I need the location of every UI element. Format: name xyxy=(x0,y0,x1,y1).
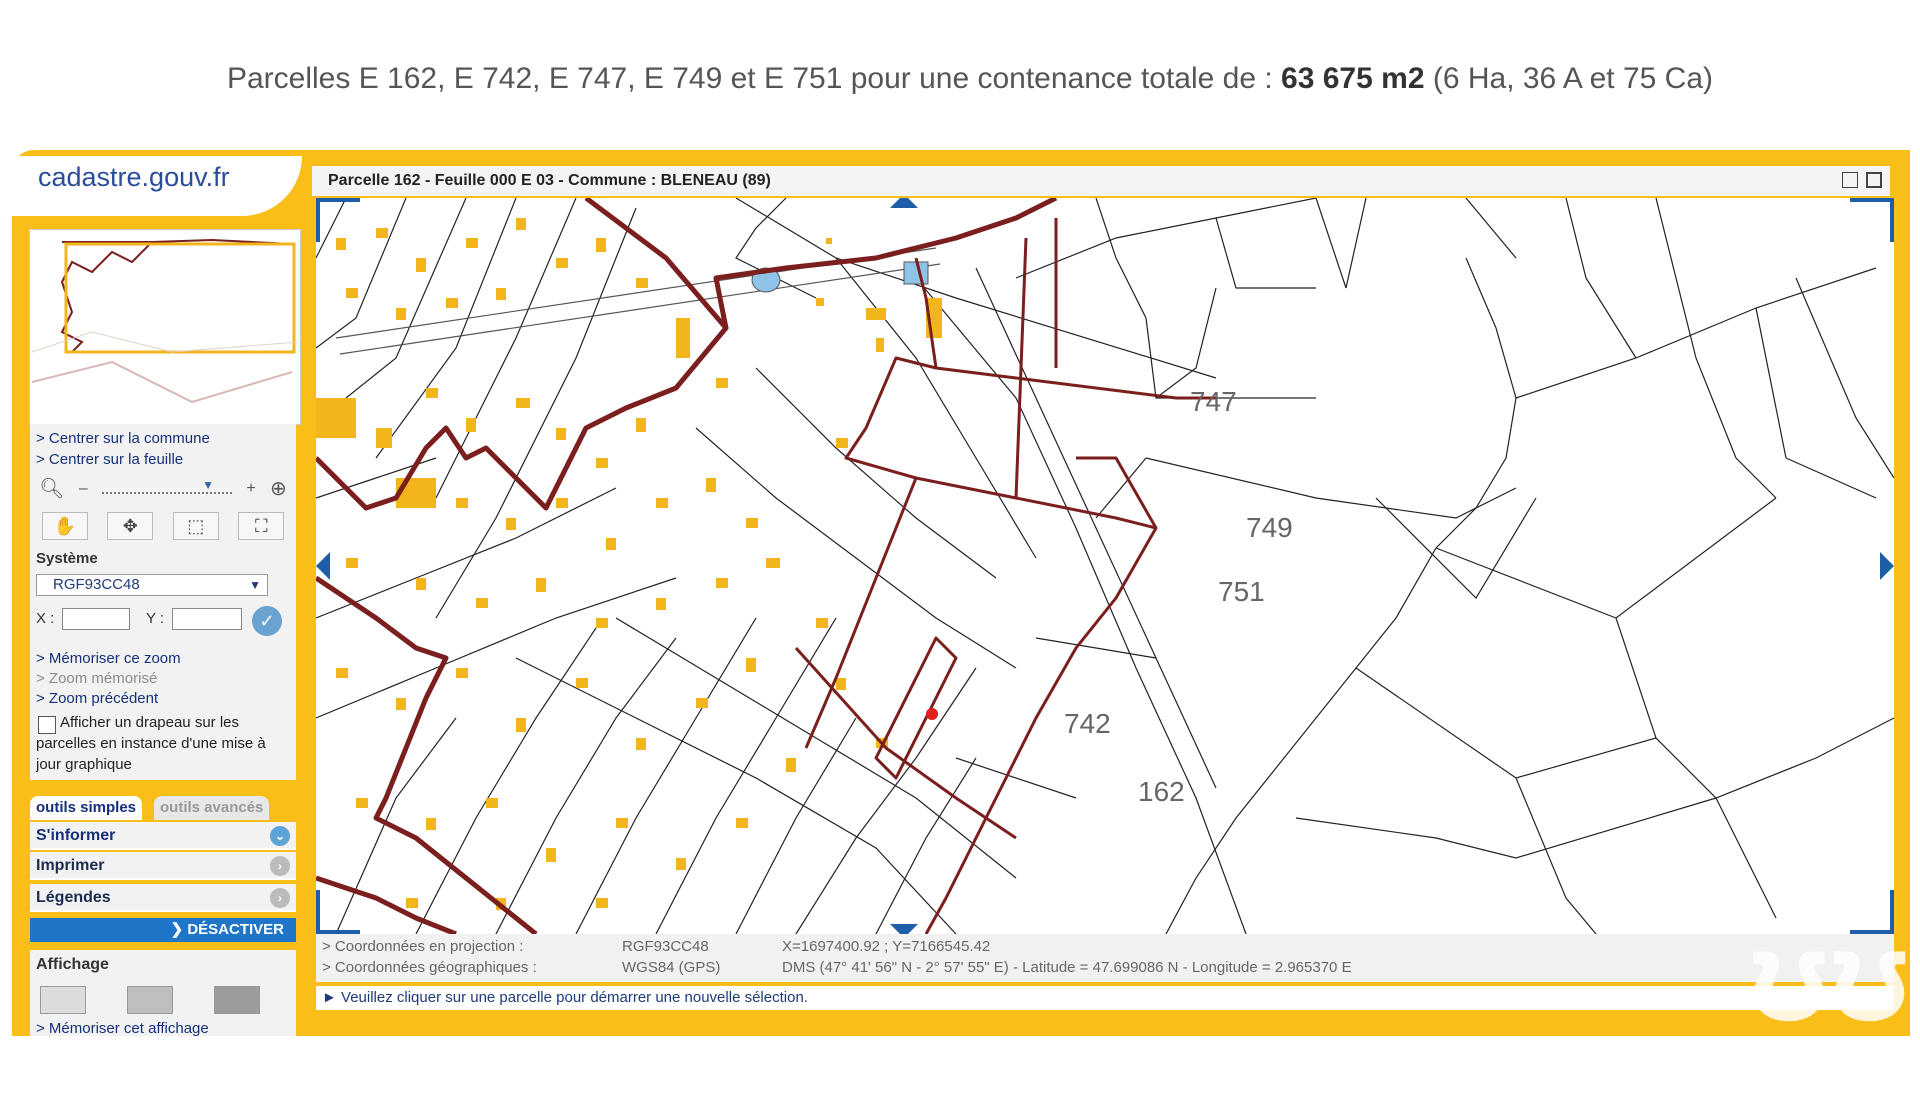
tool-imprimer-label: Imprimer xyxy=(36,857,105,874)
chevron-down-icon: ▼ xyxy=(249,578,261,592)
memorized-zoom-link: > Zoom mémorisé xyxy=(36,670,158,687)
corner-marker xyxy=(316,890,360,934)
cadastral-map[interactable] xyxy=(316,198,1894,934)
affichage-title: Affichage xyxy=(36,956,109,973)
map-tools-row xyxy=(32,512,294,540)
display-mode-buttons xyxy=(40,986,260,1014)
page-headline xyxy=(0,62,1920,96)
deactivate-label: DÉSACTIVER xyxy=(187,921,284,938)
overview-minimap[interactable] xyxy=(30,230,300,424)
headline-suffix: (6 Ha, 36 A et 75 Ca) xyxy=(1424,62,1714,95)
headline-area: 63 675 m2 xyxy=(1281,62,1425,95)
map-title: Parcelle 162 - Feuille 000 E 03 - Commune : BLENEAU (89) xyxy=(328,172,771,189)
tool-informer-label: S'informer xyxy=(36,827,116,844)
systeme-select[interactable] xyxy=(36,574,268,596)
geographic-label: > Coordonnées géographiques : xyxy=(322,959,537,976)
parcel-label-749[interactable]: 749 xyxy=(1246,512,1293,543)
go-check-icon[interactable]: ✓ xyxy=(252,606,282,636)
chevron-down-icon: ⌄ xyxy=(270,826,290,846)
window-controls xyxy=(1842,172,1882,188)
watermark: ʊʊ xyxy=(1748,902,1910,1048)
deactivate-button[interactable] xyxy=(30,918,296,942)
map-title-bar xyxy=(312,166,1890,196)
tool-legendes-label: Légendes xyxy=(36,889,111,906)
maximize-window-icon[interactable] xyxy=(1866,172,1882,188)
projection-label: > Coordonnées en projection : xyxy=(322,938,524,955)
previous-zoom-link[interactable]: > Zoom précédent xyxy=(36,690,159,707)
pan-hand-icon[interactable]: ✋ xyxy=(42,512,88,540)
flag-checkbox-label: Afficher un drapeau sur les parcelles en instance d'une mise à jour graphique xyxy=(36,714,266,773)
tool-imprimer[interactable] xyxy=(30,852,296,880)
zoom-slider-row xyxy=(32,476,294,501)
center-feuille-link[interactable]: > Centrer sur la feuille xyxy=(36,451,184,468)
corner-marker xyxy=(1850,198,1894,242)
corner-marker xyxy=(316,198,360,242)
pan-west-icon[interactable] xyxy=(316,552,330,580)
projection-system: RGF93CC48 xyxy=(622,938,709,955)
pan-east-icon[interactable] xyxy=(1880,552,1894,580)
geographic-system: WGS84 (GPS) xyxy=(622,959,721,976)
zoom-slider[interactable] xyxy=(102,477,232,494)
coordinates-status xyxy=(316,934,1894,982)
y-label: Y : xyxy=(146,610,165,627)
pan-north-icon[interactable] xyxy=(890,198,918,208)
recenter-crosshair-icon[interactable]: ✥ xyxy=(107,512,153,540)
systeme-label: Système xyxy=(36,550,98,567)
zoom-in-icon[interactable]: ⊕ xyxy=(270,478,287,500)
x-coordinate-input[interactable] xyxy=(62,608,130,630)
geographic-value: DMS (47° 41' 56" N - 2° 57' 55" E) - Latitude = 47.699086 N - Longitude = 2.965370 E xyxy=(782,959,1352,976)
restore-window-icon[interactable] xyxy=(1842,172,1858,188)
pan-south-icon[interactable] xyxy=(890,924,918,934)
parcel-label-751[interactable]: 751 xyxy=(1218,576,1265,607)
display-mode-2-button[interactable] xyxy=(127,986,173,1014)
tool-informer[interactable] xyxy=(30,822,296,850)
memorize-zoom-link[interactable]: > Mémoriser ce zoom xyxy=(36,650,181,667)
zoom-slider-handle-icon[interactable]: ▼ xyxy=(202,477,214,492)
site-logo[interactable]: cadastre.gouv.fr xyxy=(38,162,230,192)
display-mode-1-button[interactable] xyxy=(40,986,86,1014)
headline-prefix: Parcelles E 162, E 742, E 747, E 749 et E 751 pour une contenance totale de : xyxy=(226,62,1282,95)
systeme-value: RGF93CC48 xyxy=(53,576,140,593)
tab-advanced-tools[interactable]: outils avancés xyxy=(154,796,269,820)
tab-simple-tools[interactable]: outils simples xyxy=(30,796,142,820)
chevron-right-icon: › xyxy=(270,888,290,908)
geographic-line xyxy=(322,959,1352,976)
chevron-right-icon: ❯ xyxy=(170,921,188,938)
tools-tabs xyxy=(30,796,296,820)
chevron-right-icon: › xyxy=(270,856,290,876)
tool-legendes[interactable] xyxy=(30,884,296,912)
center-commune-link[interactable]: > Centrer sur la commune xyxy=(36,430,210,447)
display-mode-3-button[interactable] xyxy=(214,986,260,1014)
projection-value: X=1697400.92 ; Y=7166545.42 xyxy=(782,938,991,955)
selection-message: ► Veuillez cliquer sur une parcelle pour démarrer une nouvelle sélection. xyxy=(316,986,1894,1010)
parcel-label-742[interactable]: 742 xyxy=(1064,708,1111,739)
parcel-label-747[interactable]: 747 xyxy=(1190,386,1237,417)
projection-line xyxy=(322,938,991,955)
memorize-display-link[interactable]: > Mémoriser cet affichage xyxy=(36,1020,209,1037)
zoom-box-icon[interactable]: ⬚ xyxy=(173,512,219,540)
zoom-plus[interactable]: + xyxy=(246,479,256,497)
full-extent-icon[interactable]: ⛶ xyxy=(238,512,284,540)
y-coordinate-input[interactable] xyxy=(172,608,242,630)
x-label: X : xyxy=(36,610,55,627)
parcel-label-162[interactable]: 162 xyxy=(1138,776,1185,807)
zoom-out-icon[interactable]: 🔍︎ xyxy=(39,478,65,500)
zoom-minus[interactable]: – xyxy=(78,479,88,497)
